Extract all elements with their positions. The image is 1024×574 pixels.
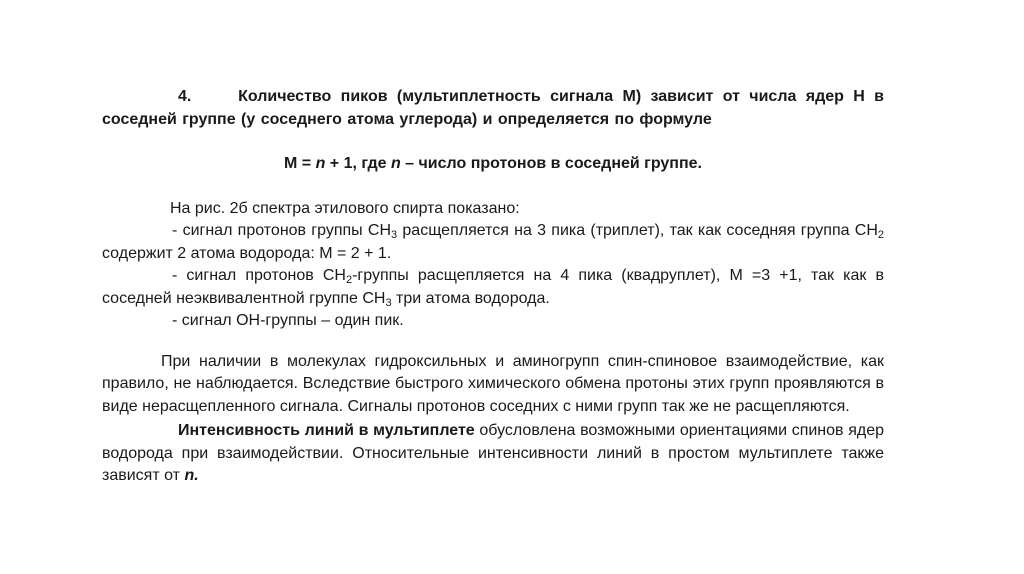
spectrum-intro: На рис. 2б спектра этилового спирта показано: — [170, 199, 520, 217]
spectrum-item-3: - сигнал ОН-группы – один пик. — [172, 312, 404, 329]
formula-prefix: М = — [284, 155, 316, 172]
spectrum-item-2 — [102, 265, 884, 310]
item1-part1: - сигнал протонов группы СН — [172, 222, 392, 239]
formula-mid: + 1, где — [325, 155, 391, 172]
item1-part3: содержит 2 атома водорода: М = 2 + 1. — [102, 244, 392, 262]
point-4-line1: Количество пиков (мультиплетность сигнала М) зависит от числа ядер Н в — [238, 88, 884, 105]
item2-part2: -группы расщепляется на 4 пика (квадруплет), М =3 +1, так как в соседней неэквивалентной группе СН — [102, 267, 884, 307]
intensity-text: обусловлена возможными ориентациями спинов ядер водорода при взаимодействии. Относительные интенсивности линий в простом мультиплете также зависят от — [102, 422, 884, 484]
exchange-paragraph: При наличии в молекулах гидроксильных и аминогрупп спин-спиновое взаимодействие, как правило, не наблюдается. Вследствие быстрого химического обмена протоны этих групп проявляются в виде нерасщепленного сигнала. Сигналы протонов соседних с ними групп так же не расщепляются. — [102, 352, 884, 415]
spectrum-item-1 — [102, 220, 884, 265]
slide-content — [102, 86, 884, 488]
item1-part2: расщепляется на 3 пика (триплет), так как соседняя группа СН — [397, 222, 878, 239]
formula-n1: n — [315, 155, 326, 172]
formula-suffix: – число протонов в соседней группе. — [400, 155, 702, 172]
intensity-paragraph — [102, 420, 884, 488]
intensity-n: n. — [184, 467, 199, 484]
item2-sub2: 3 — [385, 296, 392, 309]
formula-n2: n — [390, 155, 401, 172]
item2-part3: три атома водорода. — [391, 289, 550, 307]
item1-sub1: 3 — [391, 229, 398, 241]
point-4-number: 4. — [178, 88, 192, 105]
item2-part1: - сигнал протонов СН — [172, 267, 346, 284]
multiplicity-formula — [102, 153, 884, 176]
item2-sub1: 2 — [345, 274, 353, 286]
point-4-paragraph — [102, 86, 884, 131]
intensity-bold-term: Интенсивность линий в мультиплете — [178, 422, 475, 439]
item1-sub2: 2 — [877, 229, 884, 241]
point-4-line2: соседней группе (у соседнего атома углерода) и определяется по формуле — [102, 110, 712, 128]
